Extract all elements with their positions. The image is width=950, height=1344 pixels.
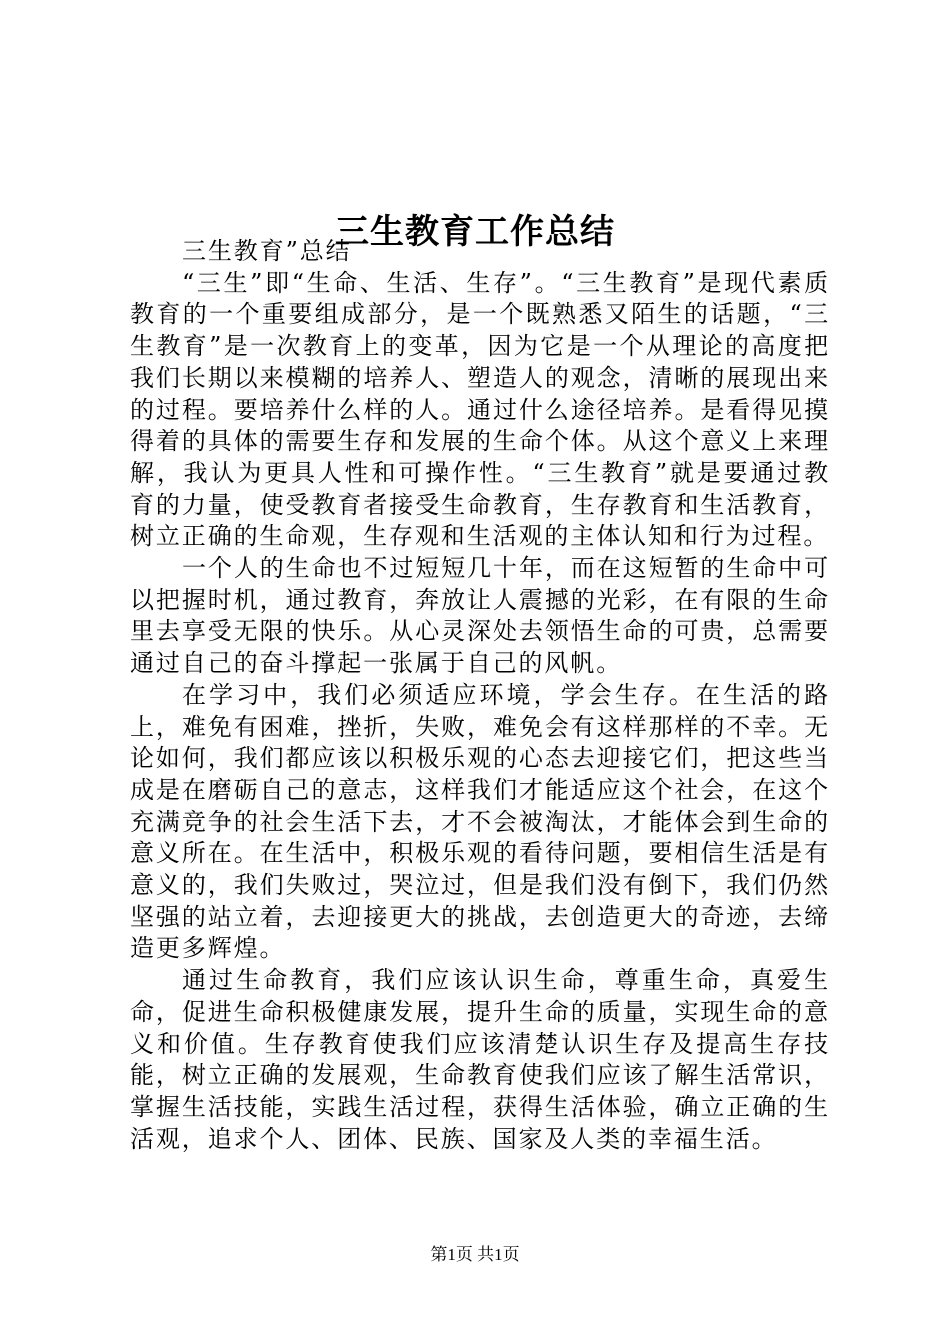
document-title: 三生教育工作总结: [335, 211, 615, 252]
paragraph-subtitle: 三生教育”总结: [182, 237, 352, 265]
document-body: [130, 236, 830, 1155]
paragraph: 一个人的生命也不过短短几十年，而在这短暂的生命中可以把握时机，通过教育，奔放让人震撼的光彩，在有限的生命里去享受无限的快乐。从心灵深处去领悟生命的可贵，总需要通过自己的奋斗撑起一张属于自己的风帆。: [130, 554, 830, 678]
paragraph: 通过生命教育，我们应该认识生命，尊重生命，真爱生命，促进生命积极健康发展，提升生命的质量，实现生命的意义和价值。生存教育使我们应该清楚认识生存及提高生存技能，树立正确的发展观，生命教育使我们应该了解生活常识，掌握生活技能，实践生活过程，获得生活体验，确立正确的生活观，追求个人、团体、民族、国家及人类的幸福生活。: [130, 966, 830, 1153]
paragraph: “三生”即“生命、生活、生存”。“三生教育”是现代素质教育的一个重要组成部分，是一个既熟悉又陌生的话题，“三生教育”是一次教育上的变革，因为它是一个从理论的高度把我们长期以来模糊的培养人、塑造人的观念，清晰的展现出来的过程。要培养什么样的人。通过什么途径培养。是看得见摸得着的具体的需要生存和发展的生命个体。从这个意义上来理解，我认为更具人性和可操作性。“三生教育”就是要通过教育的力量，使受教育者接受生命教育，生存教育和生活教育，树立正确的生命观，生存观和生活观的主体认知和行为过程。: [130, 268, 830, 551]
page-footer: 第1页 共1页: [430, 1245, 520, 1264]
paragraph: 在学习中，我们必须适应环境，学会生存。在生活的路上，难免有困难，挫折，失败，难免会有这样那样的不幸。无论如何，我们都应该以积极乐观的心态去迎接它们，把这些当成是在磨砺自己的意志，这样我们才能适应这个社会，在这个充满竞争的社会生活下去，才不会被淘汰，才能体会到生命的意义所在。在生活中，积极乐观的看待问题，要相信生活是有意义的，我们失败过，哭泣过，但是我们没有倒下，我们仍然坚强的站立着，去迎接更大的挑战，去创造更大的奇迹，去缔造更多辉煌。: [130, 680, 830, 963]
